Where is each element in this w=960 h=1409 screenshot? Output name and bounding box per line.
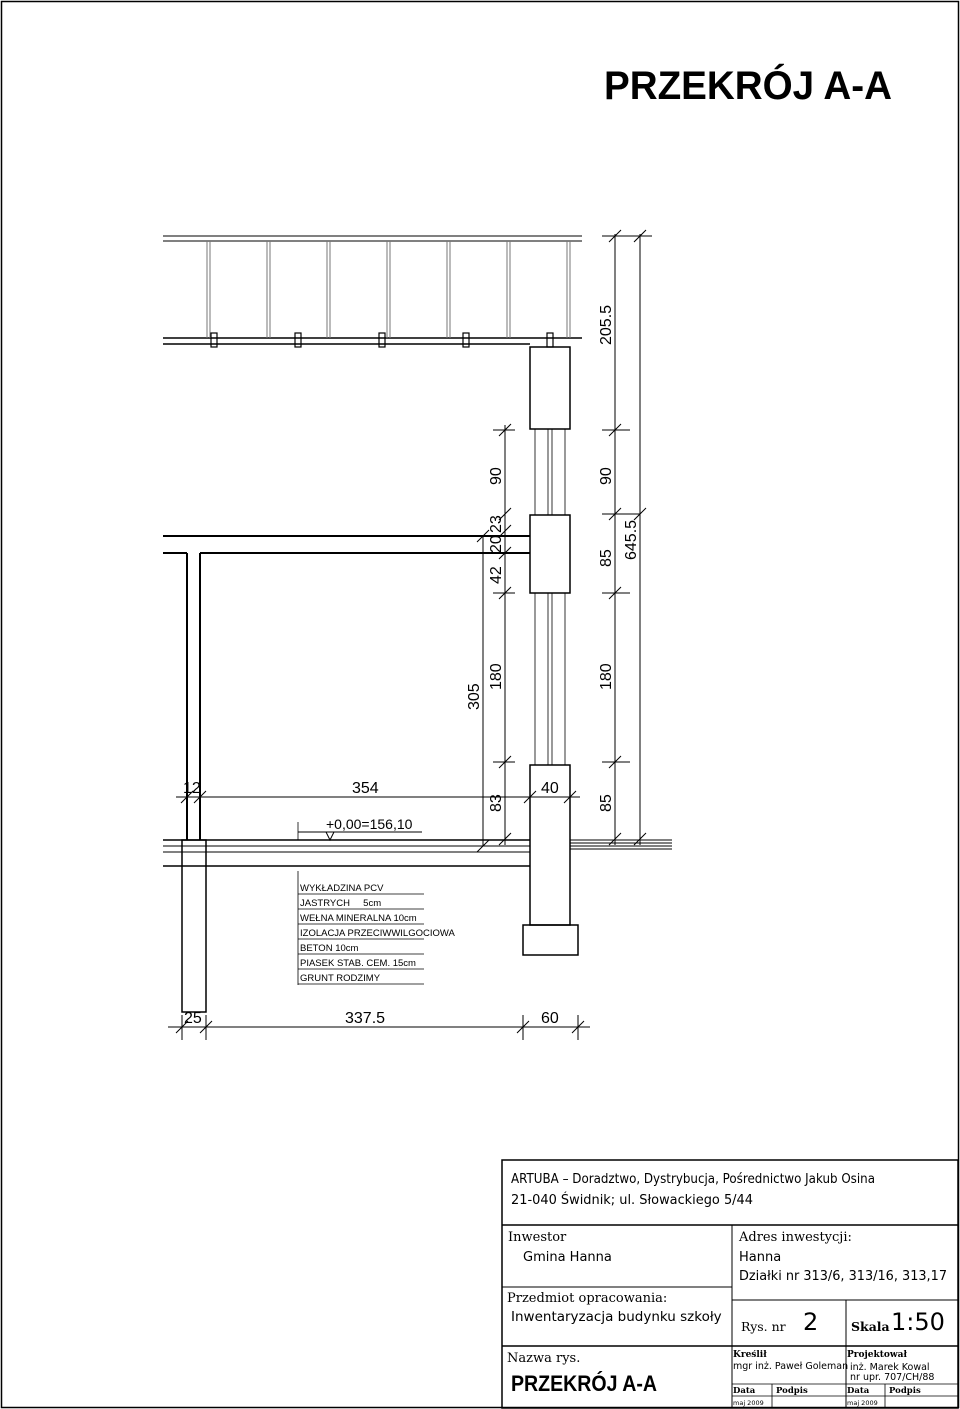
investor-label: Inwestor — [508, 1230, 567, 1245]
designed-line-2: nr upr. 707/CH/88 — [850, 1372, 935, 1383]
investor-value: Gmina Hanna — [523, 1250, 612, 1265]
drawing-number-label: Rys. nr — [741, 1319, 786, 1334]
address-line-2: Działki nr 313/6, 313/16, 313,17 — [739, 1269, 947, 1284]
sign-label-2: Podpis — [889, 1386, 921, 1396]
layer-jastrych: JASTRYCH 5cm — [300, 898, 382, 909]
dim-180-right: 180 — [598, 663, 615, 690]
layer-piasek: PIASEK STAB. CEM. 15cm — [300, 958, 416, 969]
drew-value: mgr inż. Paweł Goleman — [733, 1361, 849, 1372]
roof-structure — [163, 236, 582, 347]
page-title: PRZEKRÓJ A-A — [604, 64, 903, 108]
dim-337-5: 337.5 — [345, 1010, 386, 1027]
company-line-2: 21-040 Świdnik; ul. Słowackiego 5/44 — [511, 1192, 764, 1208]
dim-645-5: 645.5 — [623, 519, 640, 560]
dim-20: 20 — [488, 535, 505, 553]
level-mark — [298, 816, 422, 840]
scale-label: Skala — [851, 1319, 890, 1334]
drawing-number-value: 2 — [803, 1308, 819, 1336]
dim-205-5: 205.5 — [598, 304, 615, 345]
address-line-1: Hanna — [739, 1250, 782, 1265]
dim-23: 23 — [488, 515, 505, 533]
dim-354: 354 — [352, 780, 379, 797]
dim-90-right: 90 — [598, 467, 615, 485]
date-label-2: Data — [847, 1386, 870, 1396]
wall-column — [523, 347, 578, 955]
subject-label: Przedmiot opracowania: — [507, 1291, 668, 1306]
dim-42: 42 — [488, 566, 505, 584]
dim-25: 25 — [184, 1010, 202, 1027]
address-label: Adres inwestycji: — [739, 1230, 852, 1245]
designed-line-1: inż. Marek Kowal — [850, 1362, 930, 1373]
designed-label: Projektował — [847, 1350, 907, 1360]
drawing-name-label: Nazwa rys. — [507, 1351, 581, 1366]
drew-label: Kreślił — [733, 1350, 767, 1360]
date-value-1: maj 2009 — [733, 1399, 764, 1407]
dim-60: 60 — [541, 1010, 559, 1027]
layer-pcv: WYKŁADZINA PCV — [300, 883, 384, 894]
dim-40: 40 — [541, 780, 559, 797]
level-mark-text: +0,00=156,10 — [326, 816, 413, 832]
date-label-1: Data — [733, 1386, 756, 1396]
date-value-2: maj 2009 — [847, 1399, 878, 1407]
dim-305: 305 — [466, 683, 483, 710]
layer-welna: WEŁNA MINERALNA 10cm — [300, 913, 417, 924]
layer-izolacja: IZOLACJA PRZECIWWILGOCIOWA — [300, 928, 455, 939]
sign-label-1: Podpis — [776, 1386, 808, 1396]
dim-180-left: 180 — [488, 663, 505, 690]
dim-85-bottom: 85 — [598, 794, 615, 812]
floor-slab — [163, 840, 672, 1012]
subject-value: Inwentaryzacja budynku szkoły — [511, 1309, 722, 1325]
dim-85-mid: 85 — [598, 549, 615, 567]
company-line-1: ARTUBA – Doradztwo, Dystrybucja, Pośrednictwo Jakub Osina — [511, 1171, 875, 1187]
layer-beton: BETON 10cm — [300, 943, 359, 954]
layer-grunt: GRUNT RODZIMY — [300, 973, 381, 984]
drawing-name-value: PRZEKRÓJ A-A — [511, 1371, 658, 1396]
dim-90-left: 90 — [488, 467, 505, 485]
dim-12: 12 — [183, 780, 201, 797]
scale-value: 1:50 — [891, 1308, 945, 1336]
dim-83: 83 — [488, 794, 505, 812]
